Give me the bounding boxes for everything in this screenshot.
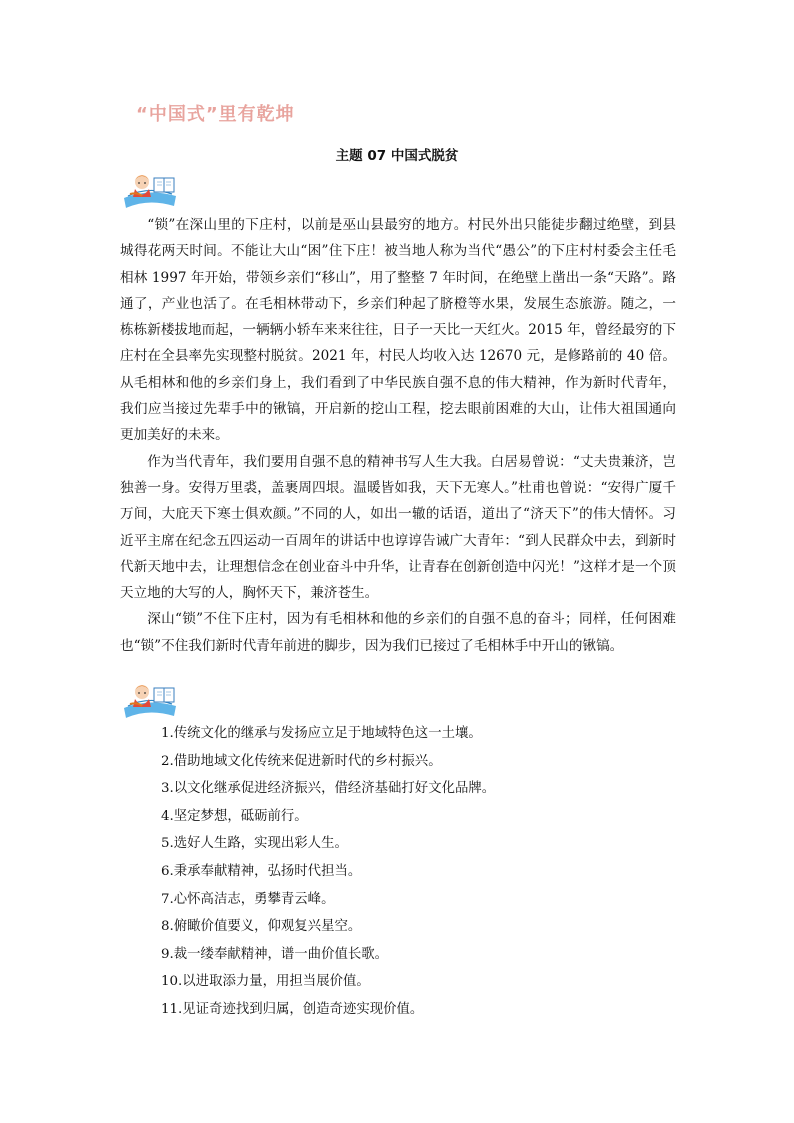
article-body: [120, 212, 676, 659]
list-item: 6.秉承奉献精神，弘扬时代担当。: [161, 863, 362, 879]
list-item: 9.裁一缕奉献精神，谱一曲价值长歌。: [161, 946, 389, 962]
list-item: 8.俯瞰价值要义，仰观复兴星空。: [161, 919, 362, 935]
points-list: [161, 720, 681, 1024]
reading-girl-book-icon: [118, 170, 180, 210]
list-item: 1.传统文化的继承与发扬应立足于地域特色这一土壤。: [161, 726, 482, 741]
theme-title: 主题 07 中国式脱贫: [335, 148, 459, 164]
list-item: 5.选好人生路，实现出彩人生。: [161, 836, 348, 852]
article-paragraph: 深山“锁”不住下庄村，因为有毛相林和他的乡亲们的自强不息的奋斗；同样，任何困难也“锁”不住我们新时代青年前进的脚步，因为我们已接过了毛相林手中开山的锹镐。: [120, 611, 676, 654]
list-item: 2.借助地域文化传统来促进新时代的乡村振兴。: [161, 753, 442, 769]
article-paragraph: “锁”在深山里的下庄村，以前是巫山县最穷的地方。村民外出只能徒步翻过绝壁，到县城得花两天时间。不能让大山“困”住下庄！被当地人称为当代“愚公”的下庄村村委会主任毛相林 1997 年开始，带领乡亲们“移山”，用了整整 7 年时间，在绝壁上凿出一条“天路”。路通了，产业也活了。在毛相林带动下，乡亲们种起了脐橙等水果，发展生态旅游。随之，一栋栋新楼拔地而起，一辆辆小轿车来来往往，日子一天比一天红火。2015 年，曾经最穷的下庄村在全县率先实现整村脱贫。2021 年，村民人均收入达 12670 元，是修路前的 40 倍。从毛相林和他的乡亲们身上，我们看到了中华民族自强不息的伟大精神，作为新时代青年，我们应当接过先辈手中的锹镐，开启新的挖山工程，挖去眼前困难的大山，让伟大祖国通向更加美好的未来。: [120, 217, 676, 444]
list-item: 7.心怀高洁志，勇攀青云峰。: [161, 891, 335, 907]
header-banner: “中国式”里有乾坤: [136, 104, 295, 125]
article-paragraph: 作为当代青年，我们要用自强不息的精神书写人生大我。白居易曾说：“丈夫贵兼济，岂独善一身。安得万里裘，盖裹周四垠。温暖皆如我，天下无寒人。”杜甫也曾说：“安得广厦千万间，大庇天下寒士俱欢颜。”不同的人，如出一辙的话语，道出了“济天下”的伟大情怀。习近平主席在纪念五四运动一百周年的讲话中也谆谆告诫广大青年：“到人民群众中去，到新时代新天地中去，让理想信念在创业奋斗中升华，让青春在创新创造中闪光！”这样才是一个顶天立地的大写的人，胸怀天下，兼济苍生。: [120, 453, 676, 602]
list-item: 10.以进取添力量，用担当展价值。: [161, 974, 370, 990]
list-item: 11.见证奇迹找到归属，创造奇迹实现价值。: [161, 1001, 424, 1017]
list-item: 3.以文化继承促进经济振兴，借经济基础打好文化品牌。: [161, 781, 496, 797]
reading-girl-book-icon: [118, 680, 180, 720]
list-item: 4.坚定梦想，砥砺前行。: [161, 808, 308, 824]
